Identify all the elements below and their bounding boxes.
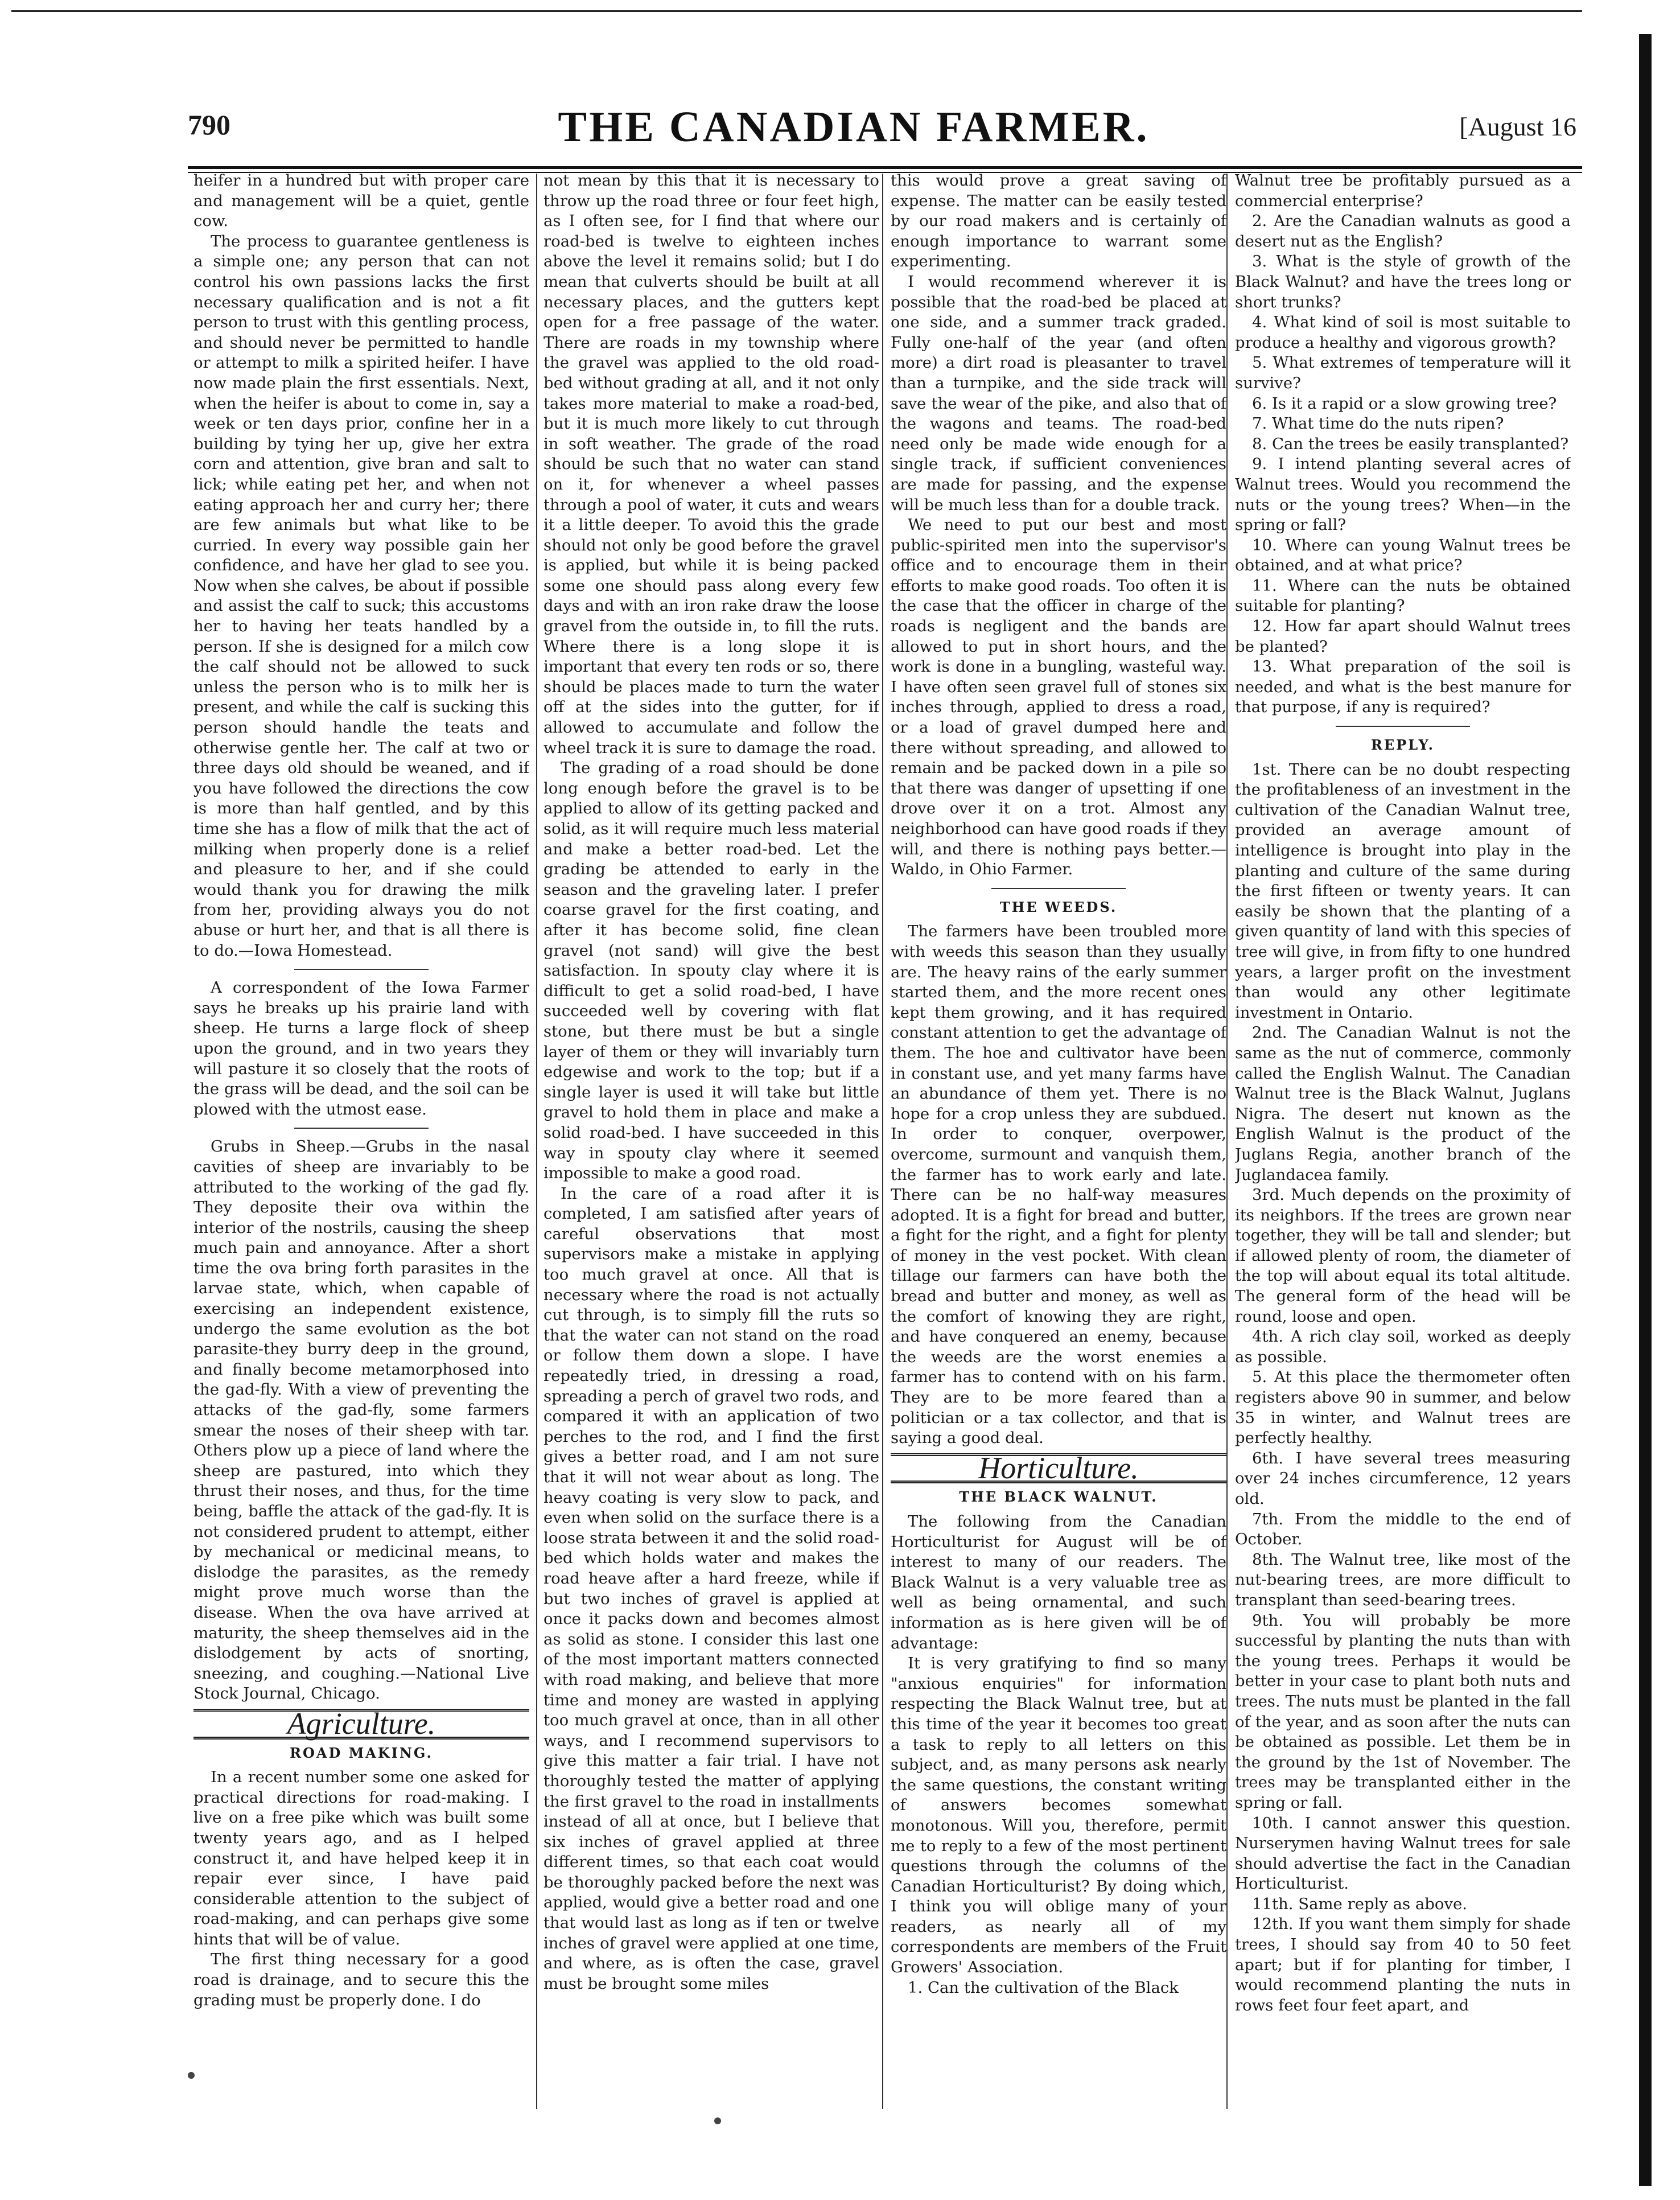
question: 7. What time do the nuts ripen? [1252,414,1504,433]
question: 5. What extremes of temperature will it survive? [1235,353,1571,392]
question: 13. What preparation of the soil is needed, and what is the best manure for that purpose, if any is required? [1235,657,1571,717]
paragraph: not mean by this that it is necessary to throw up the road three or four feet high, as I often see, for I find that where our road-bed is twelve to eighteen inches above the level it remains solid; but I do mean that culverts should be built at all necessary places, and the gutters kept open for a free passage of the water. There are roads in my township where the gravel was applied to the old road-bed without grading at all, and it not only takes more material to make a road-bed, but it is much more likely to cut through in soft weather. The grade of the road should be such that no water can stand on it, for whenever a wheel passes through a pool of water, it cuts and wears it a little deeper. To avoid this the grade should not only be good before the gravel is applied, but while it is being packed some one should pass along every few days and with an iron rake draw the loose gravel from the outside in, to fill the ruts. Where there is a long slope it is important that every ten rods or so, there should be places made to turn the water off at the sides into the gutter, for if allowed to accumulate and follow the wheel track it is sure to damage the road. [543,171,879,757]
paragraph: The first thing necessary for a good road is drainage, and to secure this the grading must be properly done. I do [193,1950,529,2009]
separator [991,888,1126,889]
masthead-title: THE CANADIAN FARMER. [558,103,1150,151]
paragraph: It is very gratifying to find so many "anxious enquiries" for information respecting the Black Walnut tree, but at this time of the year it becomes too great a task to reply to all letters on this subject, and, as many persons ask nearly the same questions, the constant writing of answers becomes somewhat monotonous. Will you, therefore, permit me to reply to a few of the most pertinent questions through the columns of the Canadian Horticulturist? By doing which, I think you will oblige many of your readers, as nearly all of my correspondents are members of the Fruit Growers' Association. [891,1654,1226,1977]
article-subtitle: REPLY. [1370,737,1435,754]
question: Walnut tree be profitably pursued as a commercial enterprise? [1235,171,1571,210]
answer: 10th. I cannot answer this question. Nurserymen having Walnut trees for sale should advertise the fact in the Canadian Horticulturist. [1235,1814,1571,1893]
paragraph: The process to guarantee gentleness is a simple one; any person that can not control his own passions lacks the first necessary qualification and is not a fit person to trust with this gentling process, and should never be permitted to handle or attempt to milk a spirited heifer. I have now made plain the first essentials. Next, when the heifer is about to come in, say a week or ten days prior, confine her in a building by tying her up, give her extra corn and attention, give bran and salt to lick; while eating pet her, and when not eating approach her and curry her; there are few animals but what like to be curried. In every way possible gain her confidence, and have her glad to see you. Now when she calves, be about if possible and assist the calf to suck; this accustoms her to having her teats handled by a person. If she is designed for a milch cow the calf should not be allowed to suck unless the person who is to milk her is present, and while the calf is sucking this person should handle the teats and otherwise gentle her. The calf at two or three days old should be weaned, and if you have followed the directions the cow is more than half gentled, and by this time she has a flow of milk that the act of milking when properly done is a relief and pleasure to her, and if she could would thank you for drawing the milk from her, providing always you do not abuse or hurt her, and that is all there is to do.—Iowa Homestead. [193,232,529,960]
question: 10. Where can young Walnut trees be obtained, and at what price? [1235,536,1571,575]
page-number: 790 [188,109,230,141]
paragraph: We need to put our best and most public-spirited men into the supervisor's office and to encourage them in their efforts to make good roads. Too often it is the case that the officer in charge of the roads is negligent and the bands are allowed to put in short hours, and the work is done in a bungling, wasteful way. I have often seen gravel full of stones six inches through, applied to dress a road, or a load of gravel dumped here and there without spreading, and allowed to remain and be packed down in a pile so that there was danger of upsetting if one drove over it on a trot. Almost any neighborhood can have good roads if they will, and there is nothing pays better.—Waldo, in Ohio Farmer. [891,516,1226,879]
column-1 [193,171,529,2117]
paragraph: In the care of a road after it is completed, I am satisfied after years of careful observations that most supervisors make a mistake in applying too much gravel at once. All that is necessary where the road is not actually cut through, is to simply fill the ruts so that the water can not stand on the road or follow them down a slope. I have repeatedly tried, in dressing a road, spreading a perch of gravel two rods, and compared it with an application of two perches to the rod, and I find the first gives a better road, and I am not sure that it will not wear about as long. The heavy coating is very slow to pack, and even when solid on the surface there is a loose strata between it and the solid road-bed which holds water and makes the road heave after a hard freeze, while if but two inches of gravel is applied at once it packs down and becomes almost as solid as stone. I consider this last one of the most important matters connected with road making, and believe that more time and money are wasted in applying too much gravel at once, than in all other ways, and I recommend supervisors to give this matter a fair trial. I have not thoroughly tested the matter of applying the first gravel to the road in installments instead of all at once, but I believe that six inches of gravel applied at three different times, so that each coat would be thoroughly packed before the next was applied, would give a better road and one that would last as long as if ten or twelve inches of gravel were applied at one time, and where, as is often the case, gravel must be brought some miles [543,1184,879,1993]
answer: 7th. From the middle to the end of October. [1235,1510,1571,1549]
paragraph: The grading of a road should be done long enough before the gravel is to be applied to allow of its getting packed and solid, as it will require much less material and make a better road-bed. Let the grading be attended to early in the season and the graveling later. I prefer coarse gravel for the first coating, and after it has become solid, fine clean gravel (not sand) will give the best satisfaction. In spouty clay where it is difficult to get a solid road-bed, I have succeeded well by covering with flat stone, but there must be but a single layer of them or they will invariably turn edgewise and work to the top; but if a single layer is used it will take but little gravel to hold them in place and make a solid road-bed. I have succeeded in this way in spouty clay where it seemed impossible to make a good road. [543,759,879,1183]
question: 8. Can the trees be easily transplanted? [1252,434,1569,453]
paragraph: this would prove a great saving of expense. The matter can be easily tested by our road makers and is certainly of enough importance to warrant some experimenting. [891,171,1226,271]
paragraph: In a recent number some one asked for practical directions for road-making. I live on a free pike which was built some twenty years ago, and as I helped construct it, and have helped keep it in repair ever since, I have paid considerable attention to the subject of road-making, and can perhaps give some hints that will be of value. [193,1768,529,1948]
question: 11. Where can the nuts be obtained suitable for planting? [1235,576,1571,615]
question: 3. What is the style of growth of the Black Walnut? and have the trees long or short trunks? [1235,252,1571,311]
answer: 2nd. The Canadian Walnut is not the same as the nut of commerce, commonly called the English Walnut. The Canadian Walnut tree is the Black Walnut, Juglans Nigra. The desert nut known as the English Walnut is the product of the Juglans Regia, another branch of the Juglandacea family. [1235,1023,1571,1184]
paragraph: The farmers have been troubled more with weeds this season than they usually are. The heavy rains of the early summer started them, and the more recent ones kept them growing, and it has required constant attention to get the advantage of them. The hoe and cultivator have been in constant use, and yet many farms have an abundance of them yet. There is no hope for a crop unless they are subdued. In order to conquer, overpower, overcome, surmount and vanquish them, the farmer has to work early and late. There can be no half-way measures adopted. It is a fight for bread and butter, a fight for the right, and a fight for plenty of money in the vest pocket. With clean tillage our farmers can have both the bread and butter and money, as well as the comfort of knowing they are right, and have conquered an enemy, because the weeds are the worst enemies a farmer has to contend with on his farm. They are to be more feared than a politician or a tax collector, and that is saying a good deal. [891,922,1226,1448]
article-title: THE BLACK WALNUT. [959,1488,1158,1506]
section-heading-agriculture: Agriculture. [193,1709,529,1740]
question: 4. What kind of soil is most suitable to produce a healthy and vigorous growth? [1235,313,1571,352]
answer: 4th. A rich clay soil, worked as deeply as possible. [1235,1327,1571,1366]
question: 12. How far apart should Walnut trees be planted? [1235,617,1571,656]
print-mark [188,2072,195,2079]
answer: 12th. If you want them simply for shade trees, I should say from 40 to 50 feet apart; but if for planting for timber, I would recommend planting the nuts in rows feet four feet apart, and [1235,1915,1571,2014]
header-rule [188,166,1582,169]
page-header [188,102,1576,165]
binding-edge [1639,34,1652,2186]
print-mark [714,2117,721,2124]
separator [294,1128,429,1129]
answer: 8th. The Walnut tree, like most of the nut-bearing trees, are more difficult to transplant than seed-bearing trees. [1235,1550,1571,1609]
answer: 1st. There can be no doubt respecting the profitableness of an investment in the cultivation of the Canadian Walnut tree, provided an average amount of intelligence is brought into play in the planting and culture of the same during the first fifteen or twenty years. It can easily be shown that the planting of a given quantity of land with this species of tree will give, in from fifty to one hundred years, a larger profit on the investment than would any other legitimate investment in Ontario. [1235,760,1571,1022]
answer: 5. At this place the thermometer often registers above 90 in summer, and below 35 in winter, and Walnut trees are perfectly healthy. [1235,1368,1571,1448]
top-border-line [11,10,1582,12]
paragraph: The following from the Canadian Horticulturist for August will be of interest to many of our readers. The Black Walnut is a very valuable tree as well as being ornamental, and such information as is here given will be of advantage: [891,1512,1226,1652]
article-title: THE WEEDS. [999,898,1118,915]
column-3 [891,171,1226,2117]
column-rule [1226,174,1228,2109]
question: 6. Is it a rapid or a slow growing tree? [1252,394,1557,413]
paragraph: I would recommend wherever it is possible that the road-bed be placed at one side, and a summer track graded. Fully one-half of the year (and often more) a dirt road is pleasanter to travel than a turnpike, and the side track will save the wear of the pike, and also that of the wagons and teams. The road-bed need only be made wide enough for a single track, if sufficient conveniences are made for passing, and the expense will be much less than for a double track. [891,272,1226,514]
column-rule [536,174,537,2109]
paragraph: heifer in a hundred but with proper care and management will be a quiet, gentle cow. [193,171,529,231]
paragraph: 1. Can the cultivation of the Black [908,1978,1179,1997]
column-2 [543,171,879,2117]
separator [1336,726,1470,727]
question: 9. I intend planting several acres of Walnut trees. Would you recommend the nuts or the young trees? When—in the spring or fall? [1235,455,1571,534]
answer: 9th. You will probably be more successful by planting the nuts than with the young trees. Perhaps it would be better in your case to plant both nuts and trees. The nuts must be planted in the fall of the year, and as soon after the nuts can be obtained as possible. Let them be in the ground by the 1st of November. The trees may be transplanted either in the spring or fall. [1235,1611,1571,1812]
answer: 11th. Same reply as above. [1252,1894,1468,1913]
answer: 6th. I have several trees measuring over 24 inches circumference, 12 years old. [1235,1449,1571,1508]
issue-date: [August 16 [1459,112,1576,141]
column-rule [882,174,883,2109]
paragraph: A correspondent of the Iowa Farmer says he breaks up his prairie land with sheep. He turns a large flock of sheep upon the ground, and in two years they will pasture it so closely that the roots of the grass will be dead, and the soil can be plowed with the utmost ease. [193,978,529,1118]
section-heading-horticulture: Horticulture. [891,1453,1226,1484]
article-title: ROAD MAKING. [290,1744,433,1761]
paragraph: Grubs in Sheep.—Grubs in the nasal cavities of sheep are invariably to be attributed to the working of the gad fly. They deposite their ova within the interior of the nostrils, causing the sheep much pain and annoyance. After a short time the ova bring forth parasites in the larvae state, which, when capable of exercising an independent existence, undergo the same evolution as the bot parasite-they burry deep in the ground, and finally become metamorphosed into the gad-fly. With a view of preventing the attacks of the gad-fly, some farmers smear the noses of their sheep with tar. Others plow up a piece of land where the sheep are pastured, into which they thrust their noses, and thus, for the time being, baffle the attack of the gad-fly. It is not considered prudent to attempt, either by mechanical or medicinal means, to dislodge the parasites, as the remedy might prove much worse than the disease. When the ova have arrived at maturity, the sheep themselves aid in the dislodgement by acts of snorting, sneezing, and coughing.—National Live Stock Journal, Chicago. [193,1137,529,1703]
question: 2. Are the Canadian walnuts as good a desert nut as the English? [1235,212,1571,250]
answer: 3rd. Much depends on the proximity of its neighbors. If the trees are grown near together, they will be tall and slender; but if allowed plenty of room, the diameter of the top will about equal its total altitude. The general form of the head will be round, loose and open. [1235,1186,1571,1326]
separator [294,969,429,970]
column-4 [1235,171,1571,2117]
